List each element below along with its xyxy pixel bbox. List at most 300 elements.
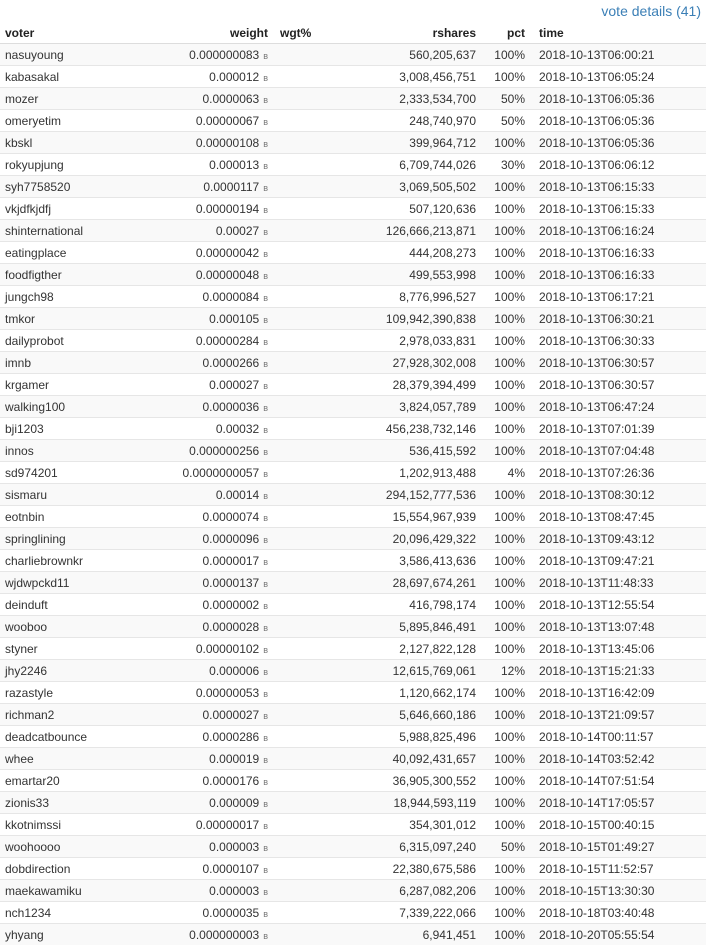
column-header-time[interactable]: time — [525, 22, 706, 44]
rshares-cell — [330, 550, 476, 572]
voter-link[interactable] — [0, 374, 155, 396]
voter-link[interactable] — [0, 242, 155, 264]
weight-cell-text: 0.0000036 — [202, 399, 260, 414]
weight-cell-text: 0.0000002 — [202, 597, 260, 612]
voter-link-text[interactable]: whee — [5, 751, 34, 766]
voter-link-text[interactable]: emartar20 — [5, 773, 60, 788]
pct-cell — [476, 418, 525, 440]
time-cell-text: 2018-10-13T11:48:33 — [539, 575, 654, 590]
rshares-cell — [330, 462, 476, 484]
voter-link[interactable] — [0, 484, 155, 506]
weight-cell — [155, 792, 268, 814]
weight-cell — [155, 88, 268, 110]
rshares-cell-text: 560,205,637 — [409, 47, 476, 62]
wgt-pct-cell — [268, 88, 330, 110]
pct-cell-text: 100% — [494, 883, 525, 898]
time-cell-text: 2018-10-13T15:21:33 — [539, 663, 655, 678]
pct-cell-text: 100% — [494, 289, 525, 304]
column-header-weight[interactable]: weight — [155, 22, 268, 44]
voter-link-text[interactable]: maekawamiku — [5, 883, 82, 898]
weight-cell-text: 0.0000084 — [202, 289, 260, 304]
rshares-cell — [330, 88, 476, 110]
voter-link[interactable] — [0, 616, 155, 638]
time-cell-text: 2018-10-13T12:55:54 — [539, 597, 655, 612]
weight-cell-text: 0.0000266 — [202, 355, 260, 370]
voter-link[interactable] — [0, 792, 155, 814]
pct-cell — [476, 616, 525, 638]
rshares-cell — [330, 528, 476, 550]
pct-cell-text: 50% — [500, 839, 525, 854]
weight-cell-text: 0.00000053 — [195, 685, 260, 700]
time-cell — [525, 418, 706, 440]
time-cell-text: 2018-10-13T08:30:12 — [539, 487, 655, 502]
rshares-cell-text: 20,096,429,322 — [392, 531, 476, 546]
voter-link[interactable] — [0, 660, 155, 682]
rshares-cell-text: 444,208,273 — [409, 245, 476, 260]
rshares-cell — [330, 594, 476, 616]
column-header-wgt-pct[interactable]: wgt% — [268, 22, 330, 44]
voter-link-text[interactable]: wooboo — [5, 619, 48, 634]
weight-cell — [155, 44, 268, 66]
rshares-cell-text: 6,709,744,026 — [399, 157, 476, 172]
table-row — [0, 902, 706, 924]
rshares-cell — [330, 858, 476, 880]
table-row — [0, 528, 706, 550]
table-row — [0, 462, 706, 484]
rshares-cell-text: 456,238,732,146 — [385, 421, 476, 436]
voter-link-text[interactable]: wjdwpckd11 — [5, 575, 70, 590]
rshares-cell-text: 354,301,012 — [409, 817, 476, 832]
voter-link[interactable] — [0, 88, 155, 110]
voter-link[interactable] — [0, 220, 155, 242]
time-cell-text: 2018-10-18T03:40:48 — [539, 905, 655, 920]
pct-cell-text: 100% — [494, 641, 525, 656]
time-cell — [525, 616, 706, 638]
voter-link[interactable] — [0, 880, 155, 902]
time-cell-text: 2018-10-13T06:00:21 — [539, 47, 655, 62]
voter-link-text[interactable]: zionis33 — [5, 795, 50, 810]
voter-link[interactable] — [0, 858, 155, 880]
time-cell — [525, 440, 706, 462]
voter-link[interactable] — [0, 924, 155, 945]
pct-cell-text: 30% — [500, 157, 525, 172]
pct-cell-text: 100% — [494, 355, 525, 370]
weight-cell — [155, 616, 268, 638]
voter-link-text[interactable]: rokyupjung — [5, 157, 64, 172]
voter-link-text[interactable]: eatingplace — [5, 245, 67, 260]
steem-power-icon: ʙ — [263, 754, 268, 765]
time-cell-text: 2018-10-13T07:01:39 — [539, 421, 655, 436]
pct-cell — [476, 396, 525, 418]
voter-link[interactable] — [0, 528, 155, 550]
voter-link[interactable] — [0, 836, 155, 858]
pct-cell-text: 100% — [494, 223, 525, 238]
wgt-pct-cell — [268, 440, 330, 462]
table-row — [0, 66, 706, 88]
voter-link-text[interactable]: yhyang — [5, 927, 44, 942]
wgt-pct-cell — [268, 396, 330, 418]
voter-link-text[interactable]: springlining — [5, 531, 66, 546]
voter-link-text[interactable]: deinduft — [5, 597, 48, 612]
pct-cell — [476, 286, 525, 308]
rshares-cell-text: 3,824,057,789 — [399, 399, 476, 414]
pct-cell-text: 100% — [494, 861, 525, 876]
time-cell — [525, 704, 706, 726]
voter-link-text[interactable]: sd974201 — [5, 465, 58, 480]
wgt-pct-cell — [268, 352, 330, 374]
rshares-cell-text: 6,941,451 — [422, 927, 476, 942]
column-header-voter[interactable]: voter — [0, 22, 155, 44]
voter-link[interactable] — [0, 132, 155, 154]
voter-link-text[interactable]: innos — [5, 443, 34, 458]
pct-cell — [476, 880, 525, 902]
voter-link[interactable] — [0, 550, 155, 572]
rshares-cell-text: 294,152,777,536 — [385, 487, 476, 502]
voter-link-text[interactable]: walking100 — [5, 399, 66, 414]
voter-link[interactable] — [0, 418, 155, 440]
voter-link-text[interactable]: deadcatbounce — [5, 729, 88, 744]
table-row — [0, 638, 706, 660]
voter-link[interactable] — [0, 264, 155, 286]
rshares-cell — [330, 198, 476, 220]
time-cell-text: 2018-10-13T06:30:21 — [539, 311, 655, 326]
rshares-cell-text: 507,120,636 — [409, 201, 476, 216]
rshares-cell-text: 40,092,431,657 — [392, 751, 476, 766]
rshares-cell-text: 1,202,913,488 — [399, 465, 476, 480]
weight-cell-text: 0.0000107 — [202, 861, 260, 876]
wgt-pct-cell — [268, 704, 330, 726]
time-cell-text: 2018-10-15T01:49:27 — [539, 839, 655, 854]
weight-cell-text: 0.000006 — [209, 663, 260, 678]
weight-cell-text: 0.0000176 — [202, 773, 260, 788]
time-cell — [525, 726, 706, 748]
voter-link-text[interactable]: shinternational — [5, 223, 84, 238]
voter-link[interactable] — [0, 66, 155, 88]
voter-link-text[interactable]: eotnbin — [5, 509, 45, 524]
voter-link[interactable] — [0, 308, 155, 330]
weight-cell-text: 0.000000003 — [189, 927, 260, 942]
voter-link[interactable] — [0, 110, 155, 132]
time-cell — [525, 748, 706, 770]
voter-link-text[interactable]: omeryetim — [5, 113, 62, 128]
time-cell — [525, 462, 706, 484]
time-cell — [525, 286, 706, 308]
pct-cell — [476, 660, 525, 682]
weight-cell-text: 0.0000137 — [202, 575, 260, 590]
time-cell-text: 2018-10-14T07:51:54 — [539, 773, 655, 788]
voter-link[interactable] — [0, 154, 155, 176]
voter-link-text[interactable]: dailyprobot — [5, 333, 64, 348]
time-cell — [525, 660, 706, 682]
weight-cell — [155, 682, 268, 704]
voter-link[interactable] — [0, 682, 155, 704]
voter-link-text[interactable]: dobdirection — [5, 861, 71, 876]
time-cell — [525, 374, 706, 396]
wgt-pct-cell — [268, 682, 330, 704]
pct-cell — [476, 176, 525, 198]
steem-power-icon: ʙ — [263, 908, 268, 919]
wgt-pct-cell — [268, 308, 330, 330]
weight-cell — [155, 528, 268, 550]
voter-link[interactable] — [0, 770, 155, 792]
wgt-pct-cell — [268, 176, 330, 198]
rshares-cell — [330, 572, 476, 594]
voter-link-text[interactable]: jhy2246 — [5, 663, 48, 678]
weight-cell — [155, 132, 268, 154]
voter-link-text[interactable]: sismaru — [5, 487, 48, 502]
weight-cell — [155, 726, 268, 748]
time-cell — [525, 110, 706, 132]
time-cell — [525, 44, 706, 66]
voter-link-text[interactable]: vkjdfkjdfj — [5, 201, 52, 216]
steem-power-icon: ʙ — [263, 512, 268, 523]
table-row — [0, 44, 706, 66]
pct-cell — [476, 198, 525, 220]
pct-cell-text: 100% — [494, 773, 525, 788]
rshares-cell — [330, 484, 476, 506]
voter-link-text[interactable]: jungch98 — [5, 289, 54, 304]
voter-link[interactable] — [0, 352, 155, 374]
weight-cell-text: 0.000000256 — [189, 443, 260, 458]
steem-power-icon: ʙ — [263, 688, 268, 699]
rshares-cell-text: 2,127,822,128 — [399, 641, 476, 656]
table-row — [0, 572, 706, 594]
time-cell — [525, 836, 706, 858]
pct-cell-text: 100% — [494, 311, 525, 326]
pct-cell — [476, 682, 525, 704]
weight-cell — [155, 594, 268, 616]
voter-link[interactable] — [0, 330, 155, 352]
rshares-cell — [330, 440, 476, 462]
time-cell — [525, 858, 706, 880]
weight-cell-text: 0.0000286 — [202, 729, 260, 744]
voter-link[interactable] — [0, 286, 155, 308]
wgt-pct-cell — [268, 484, 330, 506]
voter-link-text[interactable]: razastyle — [5, 685, 54, 700]
table-row — [0, 660, 706, 682]
pct-cell-text: 100% — [494, 201, 525, 216]
weight-cell-text: 0.000009 — [209, 795, 260, 810]
steem-power-icon: ʙ — [263, 710, 268, 721]
weight-cell — [155, 902, 268, 924]
time-cell-text: 2018-10-13T06:05:36 — [539, 91, 655, 106]
rshares-cell-text: 248,740,970 — [409, 113, 476, 128]
table-row — [0, 880, 706, 902]
wgt-pct-cell — [268, 44, 330, 66]
column-header-rshares[interactable]: rshares — [330, 22, 476, 44]
pct-cell-text: 100% — [494, 69, 525, 84]
voter-link[interactable] — [0, 704, 155, 726]
pct-cell-text: 100% — [494, 399, 525, 414]
rshares-cell-text: 1,120,662,174 — [399, 685, 476, 700]
time-cell — [525, 264, 706, 286]
table-row — [0, 704, 706, 726]
wgt-pct-cell — [268, 220, 330, 242]
voter-link[interactable] — [0, 594, 155, 616]
voter-link[interactable] — [0, 572, 155, 594]
table-row — [0, 154, 706, 176]
pct-cell — [476, 858, 525, 880]
voter-link-text[interactable]: kabasakal — [5, 69, 60, 84]
rshares-cell — [330, 682, 476, 704]
voter-link[interactable] — [0, 506, 155, 528]
rshares-cell — [330, 836, 476, 858]
pct-cell-text: 100% — [494, 135, 525, 150]
voter-link[interactable] — [0, 814, 155, 836]
voter-link[interactable] — [0, 462, 155, 484]
rshares-cell — [330, 638, 476, 660]
pct-cell-text: 100% — [494, 487, 525, 502]
voter-link-text[interactable]: mozer — [5, 91, 39, 106]
pct-cell-text: 100% — [494, 795, 525, 810]
vote-details-header — [0, 0, 706, 22]
pct-cell-text: 50% — [500, 113, 525, 128]
vote-details-link[interactable]: vote details (41) — [601, 3, 701, 19]
voter-link-text[interactable]: richman2 — [5, 707, 55, 722]
voter-link-text[interactable]: charliebrownkr — [5, 553, 84, 568]
voter-link[interactable] — [0, 440, 155, 462]
time-cell-text: 2018-10-13T06:47:24 — [539, 399, 655, 414]
weight-cell — [155, 660, 268, 682]
voter-link-text[interactable]: kkotnimssi — [5, 817, 62, 832]
time-cell — [525, 572, 706, 594]
time-cell — [525, 132, 706, 154]
voter-link-text[interactable]: nasuyoung — [5, 47, 64, 62]
rshares-cell — [330, 66, 476, 88]
rshares-cell-text: 3,069,505,502 — [399, 179, 476, 194]
rshares-cell — [330, 748, 476, 770]
wgt-pct-cell — [268, 330, 330, 352]
voter-link-text[interactable]: krgamer — [5, 377, 50, 392]
voter-link-text[interactable]: tmkor — [5, 311, 35, 326]
table-row — [0, 748, 706, 770]
voter-link-text[interactable]: imnb — [5, 355, 32, 370]
voter-link-text[interactable]: nch1234 — [5, 905, 52, 920]
rshares-cell-text: 416,798,174 — [409, 597, 476, 612]
voter-link[interactable] — [0, 176, 155, 198]
rshares-cell-text: 536,415,592 — [409, 443, 476, 458]
time-cell — [525, 924, 706, 945]
pct-cell — [476, 462, 525, 484]
steem-power-icon: ʙ — [263, 798, 268, 809]
voter-link[interactable] — [0, 748, 155, 770]
time-cell-text: 2018-10-13T06:06:12 — [539, 157, 655, 172]
weight-cell-text: 0.00014 — [215, 487, 260, 502]
voter-link[interactable] — [0, 44, 155, 66]
weight-cell — [155, 374, 268, 396]
time-cell-text: 2018-10-13T13:07:48 — [539, 619, 655, 634]
time-cell-text: 2018-10-15T13:30:30 — [539, 883, 655, 898]
weight-cell — [155, 396, 268, 418]
voter-link-text[interactable]: woohoooo — [5, 839, 61, 854]
steem-power-icon: ʙ — [263, 600, 268, 611]
rshares-cell — [330, 352, 476, 374]
wgt-pct-cell — [268, 770, 330, 792]
rshares-cell-text: 12,615,769,061 — [392, 663, 476, 678]
voter-link-text[interactable]: styner — [5, 641, 38, 656]
time-cell-text: 2018-10-14T03:52:42 — [539, 751, 655, 766]
wgt-pct-cell — [268, 572, 330, 594]
rshares-cell-text: 5,646,660,186 — [399, 707, 476, 722]
table-row — [0, 418, 706, 440]
weight-cell-text: 0.00027 — [215, 223, 260, 238]
rshares-cell — [330, 924, 476, 945]
table-row — [0, 836, 706, 858]
time-cell — [525, 176, 706, 198]
time-cell-text: 2018-10-13T06:17:21 — [539, 289, 655, 304]
table-row — [0, 616, 706, 638]
time-cell-text: 2018-10-15T11:52:57 — [539, 861, 654, 876]
voter-link-text[interactable]: syh7758520 — [5, 179, 71, 194]
rshares-cell — [330, 814, 476, 836]
steem-power-icon: ʙ — [263, 556, 268, 567]
time-cell — [525, 638, 706, 660]
steem-power-icon: ʙ — [263, 138, 268, 149]
pct-cell — [476, 594, 525, 616]
weight-cell — [155, 330, 268, 352]
voter-link[interactable] — [0, 638, 155, 660]
time-cell-text: 2018-10-15T00:40:15 — [539, 817, 655, 832]
time-cell-text: 2018-10-13T06:30:33 — [539, 333, 655, 348]
voter-link[interactable] — [0, 198, 155, 220]
rshares-cell — [330, 616, 476, 638]
rshares-cell-text: 499,553,998 — [409, 267, 476, 282]
weight-cell — [155, 308, 268, 330]
pct-cell-text: 100% — [494, 927, 525, 942]
weight-cell — [155, 66, 268, 88]
weight-cell-text: 0.00000284 — [195, 333, 260, 348]
voter-link-text[interactable]: bji1203 — [5, 421, 44, 436]
wgt-pct-cell — [268, 66, 330, 88]
steem-power-icon: ʙ — [263, 182, 268, 193]
voter-link[interactable] — [0, 726, 155, 748]
time-cell — [525, 66, 706, 88]
weight-cell-text: 0.0000000057 — [182, 465, 260, 480]
pct-cell-text: 100% — [494, 179, 525, 194]
steem-power-icon: ʙ — [263, 534, 268, 545]
pct-cell-text: 100% — [494, 509, 525, 524]
pct-cell-text: 100% — [494, 421, 525, 436]
pct-cell — [476, 308, 525, 330]
voter-link[interactable] — [0, 902, 155, 924]
weight-cell-text: 0.0000028 — [202, 619, 260, 634]
rshares-cell — [330, 506, 476, 528]
pct-cell — [476, 110, 525, 132]
weight-cell — [155, 858, 268, 880]
steem-power-icon: ʙ — [263, 358, 268, 369]
time-cell-text: 2018-10-14T00:11:57 — [539, 729, 654, 744]
weight-cell — [155, 550, 268, 572]
time-cell-text: 2018-10-13T09:47:21 — [539, 553, 655, 568]
weight-cell-text: 0.000027 — [209, 377, 260, 392]
steem-power-icon: ʙ — [263, 94, 268, 105]
column-header-pct[interactable]: pct — [476, 22, 525, 44]
wgt-pct-cell — [268, 836, 330, 858]
voter-link-text[interactable]: kbskl — [5, 135, 33, 150]
rshares-cell — [330, 110, 476, 132]
time-cell — [525, 682, 706, 704]
time-cell-text: 2018-10-13T16:42:09 — [539, 685, 655, 700]
table-row — [0, 286, 706, 308]
voter-link-text[interactable]: foodfigther — [5, 267, 62, 282]
rshares-cell-text: 3,586,413,636 — [399, 553, 476, 568]
wgt-pct-cell — [268, 374, 330, 396]
time-cell-text: 2018-10-13T06:16:33 — [539, 267, 655, 282]
pct-cell-text: 100% — [494, 619, 525, 634]
time-cell-text: 2018-10-13T21:09:57 — [539, 707, 655, 722]
pct-cell — [476, 924, 525, 945]
voter-link[interactable] — [0, 396, 155, 418]
